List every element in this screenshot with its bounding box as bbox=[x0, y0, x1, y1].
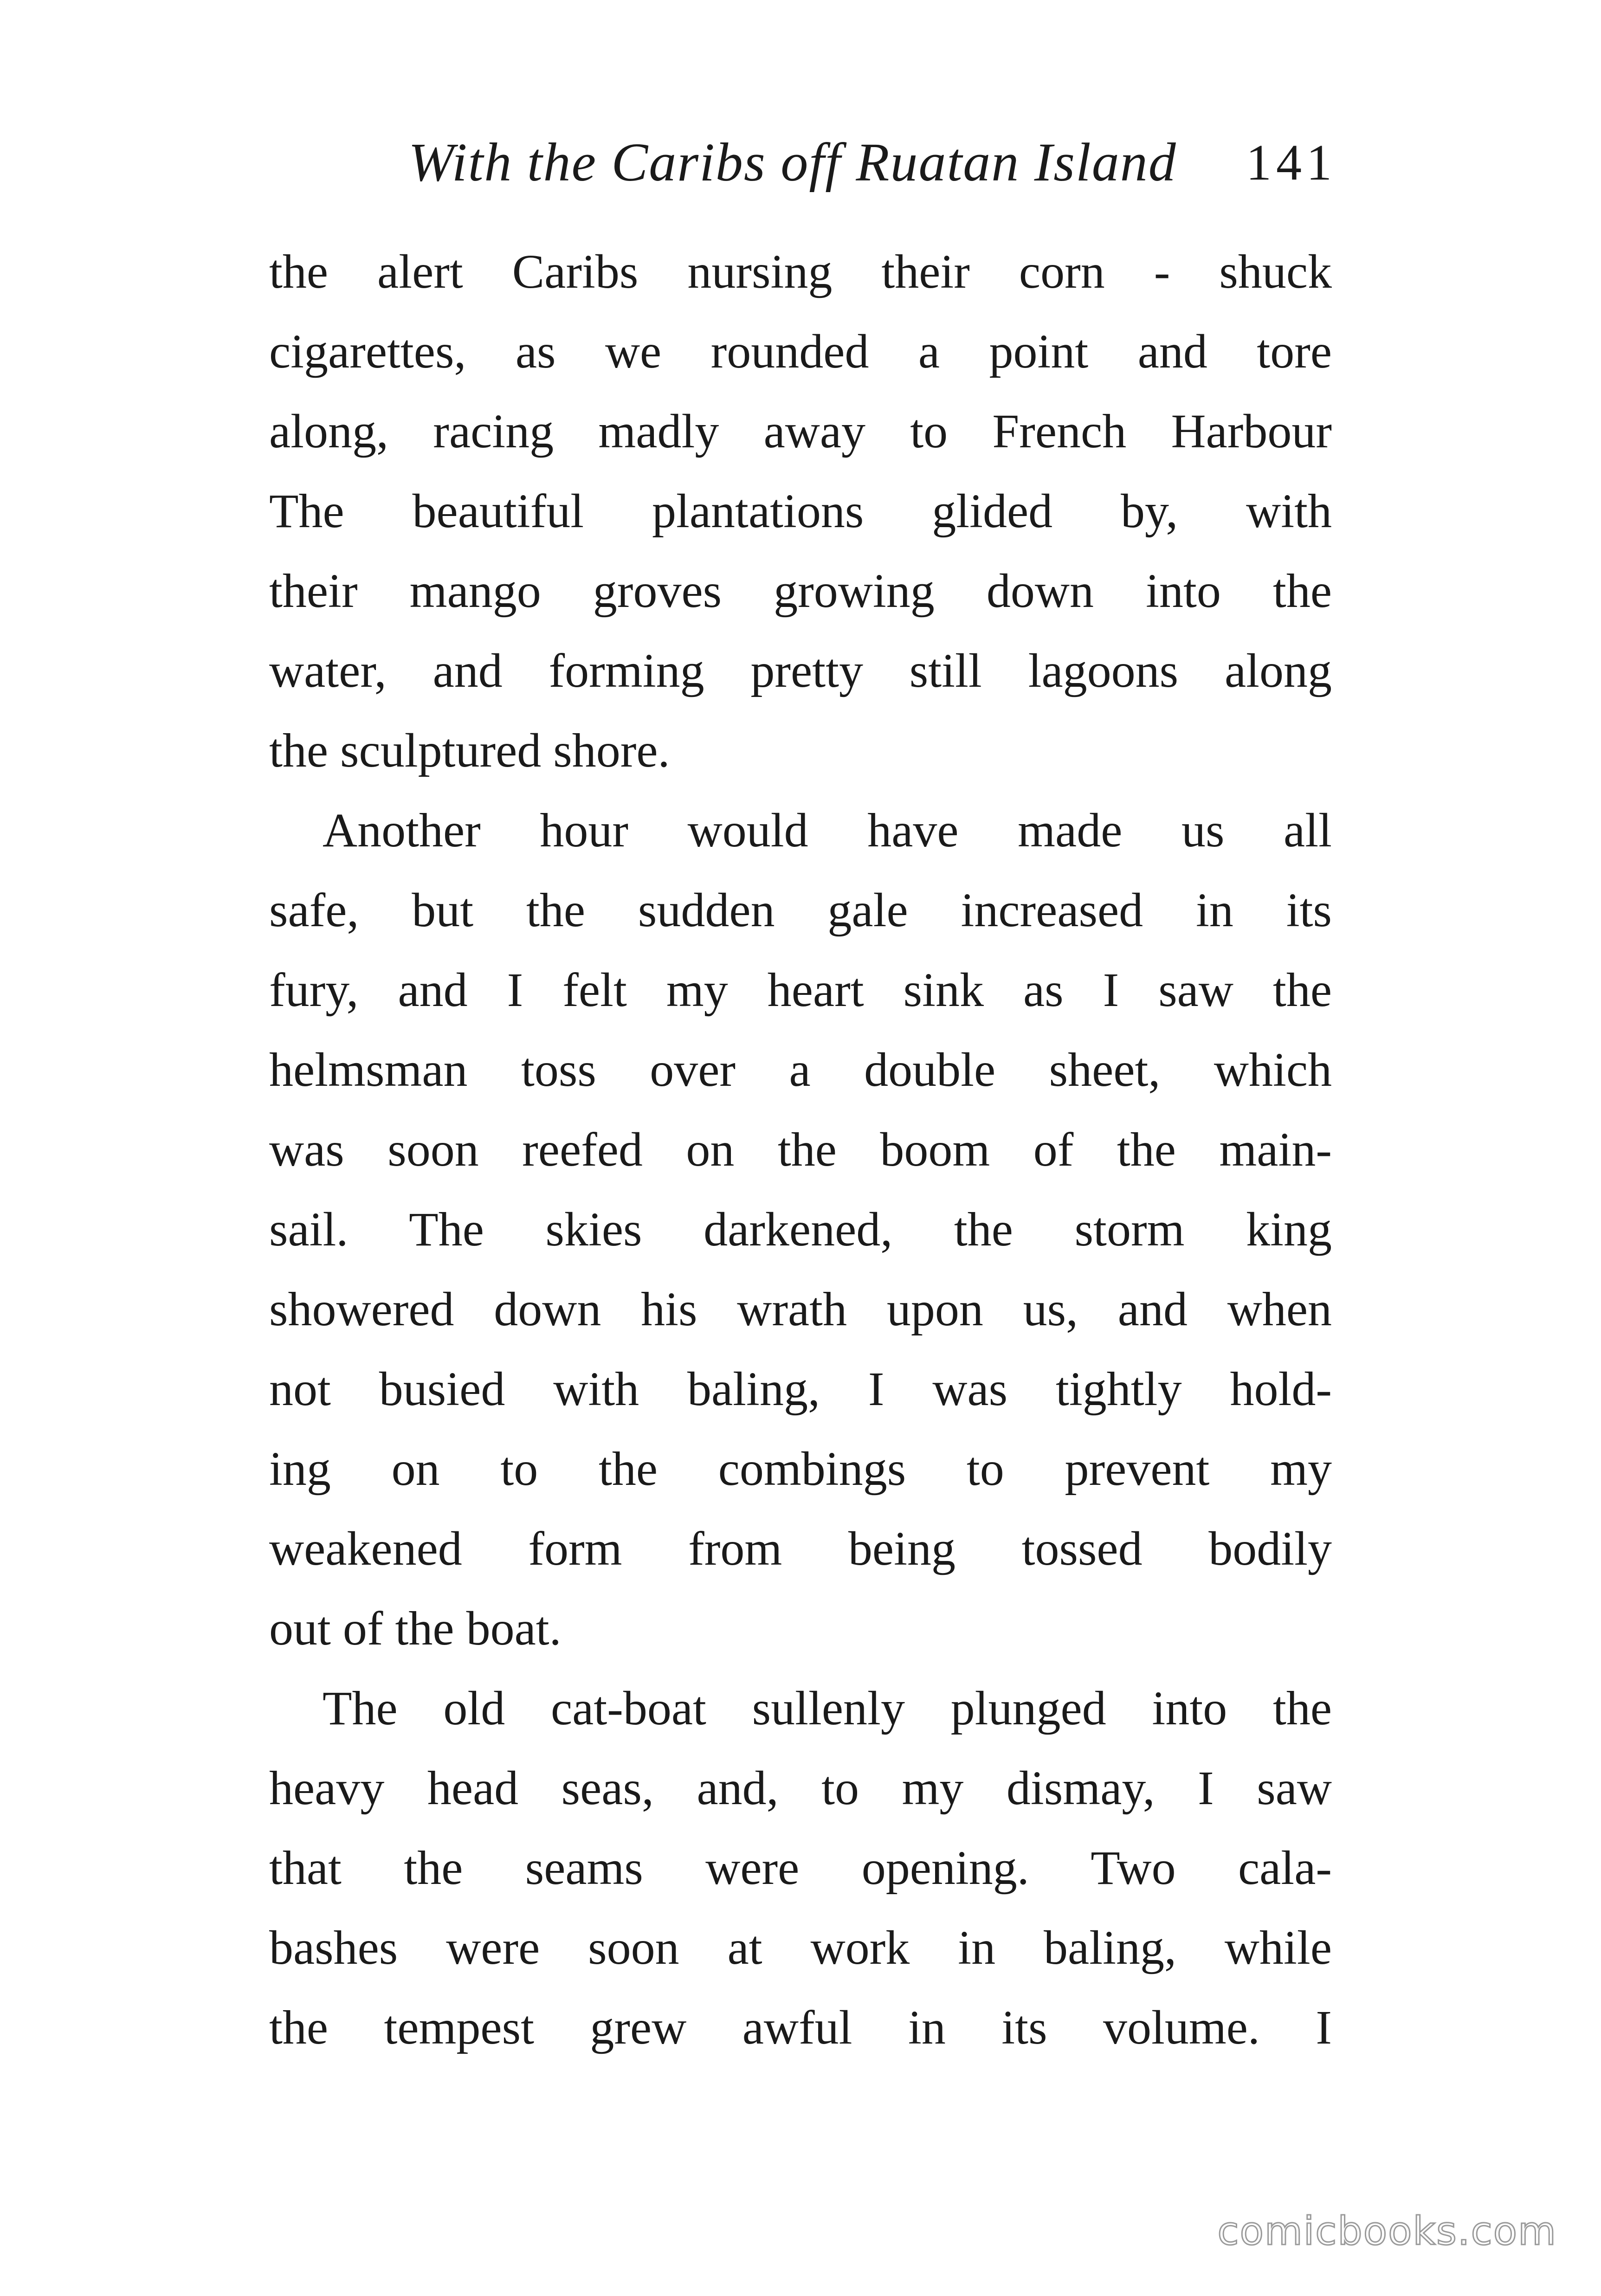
text-line: helmsman toss over a double sheet, which bbox=[269, 1043, 1332, 1096]
text-line: the alert Caribs nursing their corn - shuck bbox=[269, 245, 1332, 298]
text-line: safe, but the sudden gale increased in its bbox=[269, 884, 1332, 937]
text-line: the tempest grew awful in its volume. I bbox=[269, 2001, 1332, 2054]
text-line: cigarettes, as we rounded a point and tore bbox=[269, 325, 1332, 378]
text-line: Another hour would have made us all bbox=[323, 804, 1332, 857]
text-line: along, racing madly away to French Harbour bbox=[269, 405, 1332, 458]
text-line: that the seams were opening. Two cala- bbox=[269, 1841, 1332, 1895]
page-number: 141 bbox=[1246, 134, 1336, 191]
text-line: The beautiful plantations glided by, with bbox=[269, 484, 1332, 538]
text-line: showered down his wrath upon us, and when bbox=[269, 1283, 1332, 1336]
running-head bbox=[408, 125, 1336, 200]
text-line: sail. The skies darkened, the storm king bbox=[269, 1203, 1332, 1256]
site-watermark: comicbooks.com bbox=[1217, 2208, 1557, 2254]
text-line: weakened form from being tossed bodily bbox=[269, 1522, 1332, 1575]
running-title: With the Caribs off Ruatan Island bbox=[408, 132, 1177, 193]
text-line: fury, and I felt my heart sink as I saw the bbox=[269, 963, 1332, 1017]
text-line: The old cat-boat sullenly plunged into the bbox=[323, 1682, 1332, 1735]
text-line: out of the boat. bbox=[269, 1602, 562, 1655]
text-line: not busied with baling, I was tightly hold- bbox=[269, 1362, 1332, 1416]
text-line: bashes were soon at work in baling, while bbox=[269, 1921, 1332, 1974]
text-line: ing on to the combings to prevent my bbox=[269, 1442, 1332, 1496]
text-line: the sculptured shore. bbox=[269, 724, 670, 777]
text-line: water, and forming pretty still lagoons along bbox=[269, 644, 1332, 697]
text-line: heavy head seas, and, to my dismay, I saw bbox=[269, 1761, 1332, 1815]
text-line: their mango groves growing down into the bbox=[269, 564, 1332, 618]
text-line: was soon reefed on the boom of the main- bbox=[269, 1123, 1332, 1176]
